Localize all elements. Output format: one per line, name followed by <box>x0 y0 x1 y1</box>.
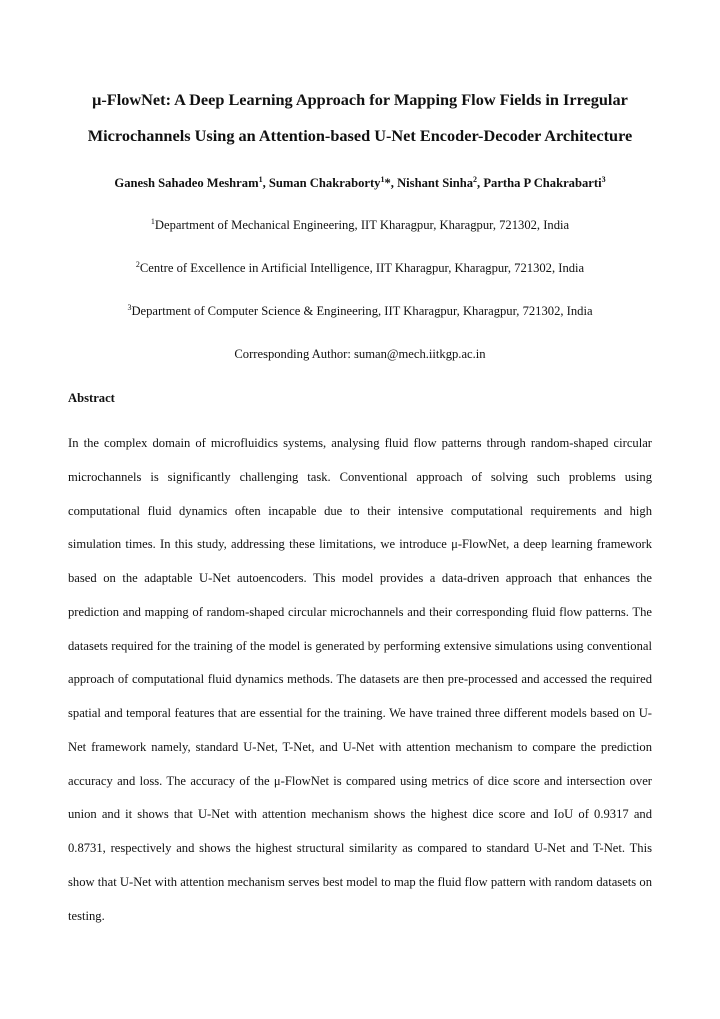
affiliation-mark: 3 <box>127 302 132 312</box>
author-3 <box>397 176 483 190</box>
affiliation-text: Centre of Excellence in Artificial Intelligence, IIT Kharagpur, Kharagpur, 721302, India <box>139 261 585 275</box>
author-name: Nishant Sinha <box>397 176 474 190</box>
author-affiliation-mark: 3 <box>601 174 606 184</box>
author-separator: , <box>262 176 269 190</box>
author-separator: , <box>390 176 398 190</box>
abstract-text: In the complex domain of microfluidics systems, analysing fluid flow patterns through random-shaped circular microchannels is significantly challenging task. Conventional approach of solving such problems using computational fluid dynamics often incapable due to their intensive computational requirements and high simulation times. In this study, addressing these limitations, we introduce μ-FlowNet, a deep learning framework based on the adaptable U-Net autoencoders. This model provides a data-driven approach that enhances the prediction and mapping of random-shaped circular microchannels and their corresponding fluid flow patterns. The datasets required for the training of the model is generated by performing extensive simulations using conventional approach of computational fluid dynamics methods. The datasets are then pre-processed and accessed the required spatial and temporal features that are essential for the training. We have trained three different models based on U-Net framework namely, standard U-Net, T-Net, and U-Net with attention mechanism to compare the prediction accuracy and loss. The accuracy of the μ-FlowNet is compared using metrics of dice score and intersection over union and it shows that U-Net with attention mechanism shows the highest dice score and IoU of 0.9317 and 0.8731, respectively and shows the highest structural similarity as compared to standard U-Net and T-Net. This show that U-Net with attention mechanism serves best model to map the fluid flow pattern with random datasets on testing. <box>68 436 652 923</box>
author-name: Partha P Chakrabarti <box>483 176 602 190</box>
author-affiliation-mark: 2 <box>473 174 478 184</box>
affiliation-2 <box>40 259 680 277</box>
affiliation-mark: 2 <box>135 259 140 269</box>
author-affiliation-mark: 1 <box>258 174 263 184</box>
corresponding-author: Corresponding Author: suman@mech.iitkgp.ac.in <box>234 347 486 361</box>
affiliation-text: Department of Mechanical Engineering, IIT Kharagpur, Kharagpur, 721302, India <box>154 218 570 232</box>
paper-title-line-2: Microchannels Using an Attention-based U-Net Encoder-Decoder Architecture <box>87 126 633 145</box>
corresponding-author-mark: * <box>384 176 391 190</box>
affiliation-text: Department of Computer Science & Engineering, IIT Kharagpur, Kharagpur, 721302, India <box>131 304 593 318</box>
paper-title-line-1: μ-FlowNet: A Deep Learning Approach for Mapping Flow Fields in Irregular <box>92 90 628 109</box>
author-1 <box>114 176 268 190</box>
author-4 <box>483 176 605 190</box>
author-2 <box>269 176 397 190</box>
author-separator: , <box>477 176 484 190</box>
affiliation-1 <box>40 216 680 234</box>
abstract-heading: Abstract <box>68 391 115 405</box>
author-list <box>40 174 680 192</box>
affiliation-mark: 1 <box>150 216 155 226</box>
author-affiliation-mark: 1 <box>380 174 385 184</box>
author-name: Suman Chakraborty <box>268 176 381 190</box>
affiliation-3 <box>40 302 680 320</box>
author-name: Ganesh Sahadeo Meshram <box>114 176 259 190</box>
